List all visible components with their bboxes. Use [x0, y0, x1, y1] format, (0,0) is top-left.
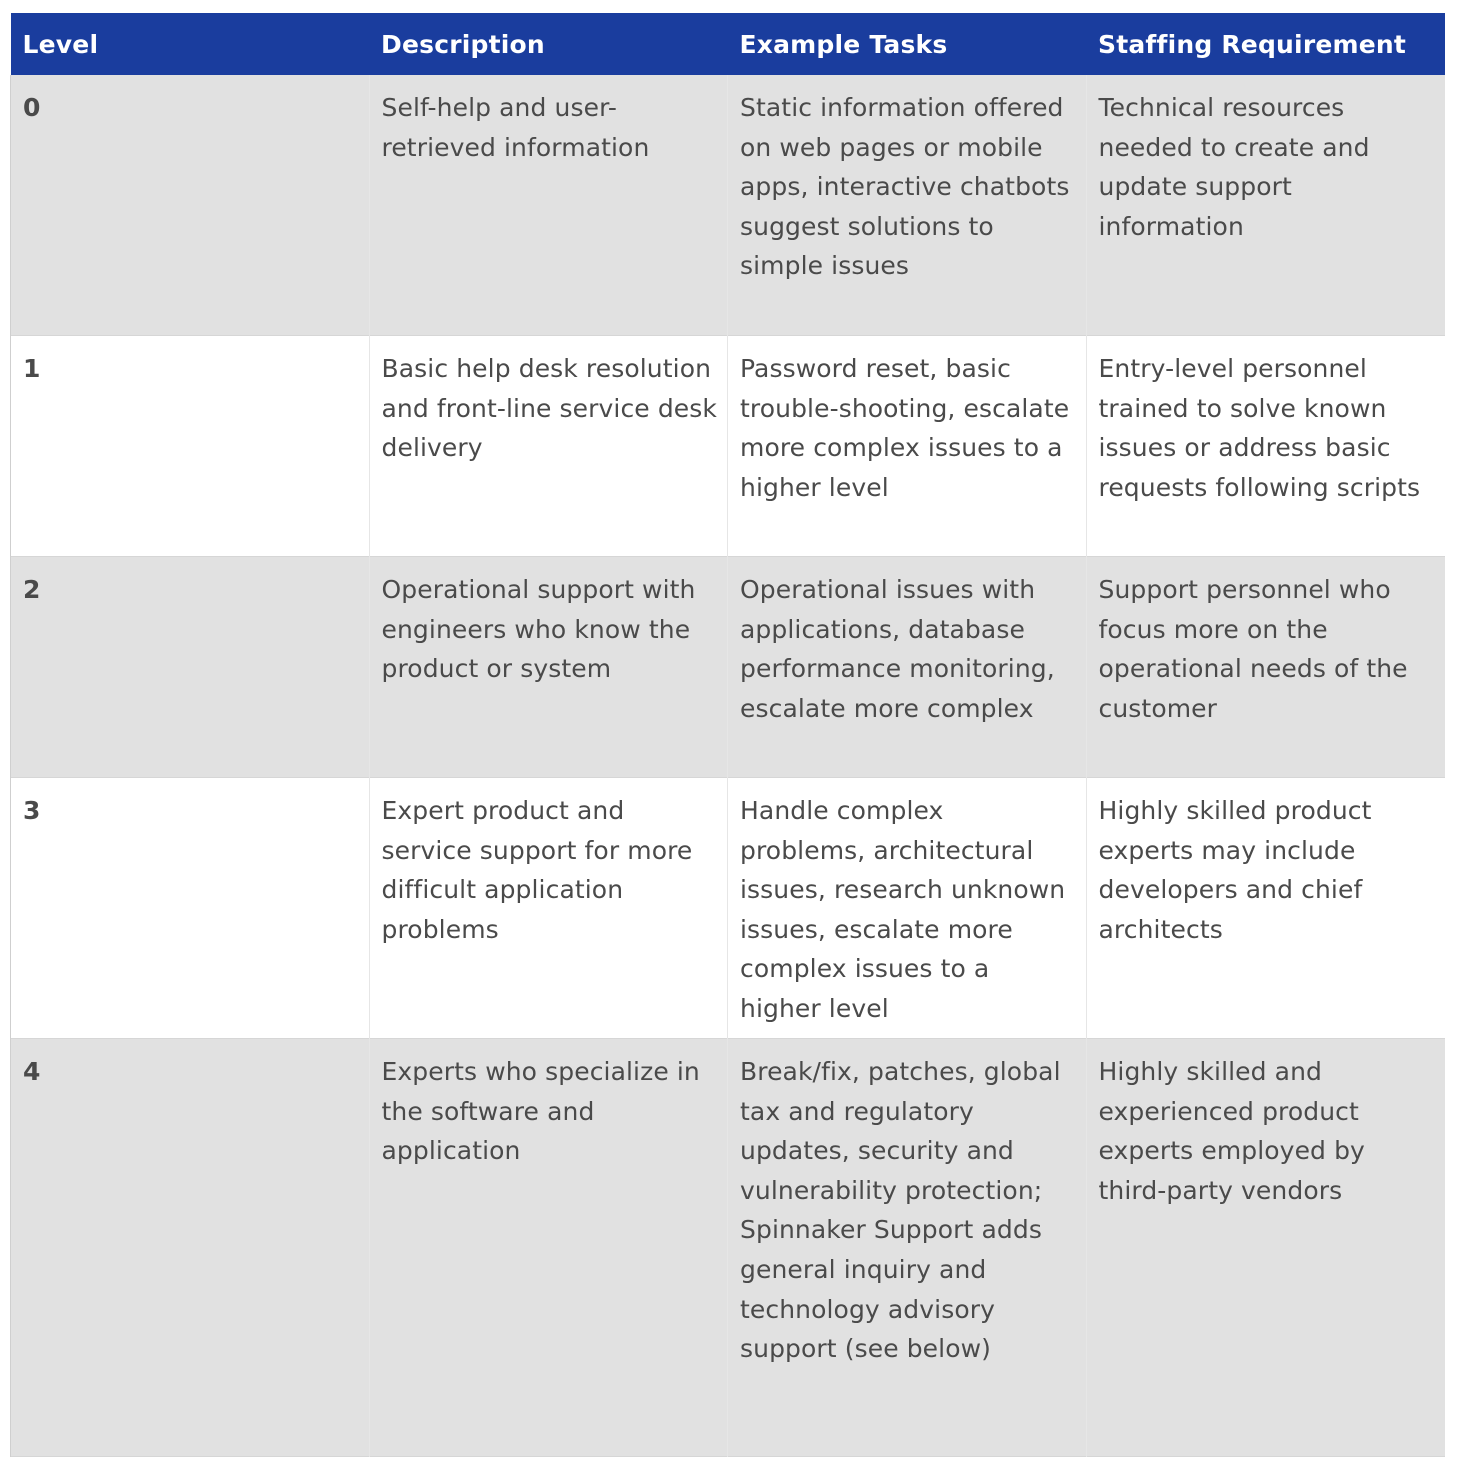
example-tasks-cell: Handle complex problems, architectural issues, research unknown issues, escalate more complex issues to a higher level [728, 778, 1087, 1039]
table-row [11, 75, 1445, 336]
table-row [11, 557, 1445, 778]
description-cell: Expert product and service support for more difficult application problems [369, 778, 728, 1039]
support-levels-table-container [10, 13, 1444, 1457]
staffing-requirement-cell: Support personnel who focus more on the operational needs of the customer [1086, 557, 1445, 778]
table-row [11, 336, 1445, 557]
staffing-requirement-cell: Highly skilled product experts may include developers and chief architects [1086, 778, 1445, 1039]
example-tasks-cell: Static information offered on web pages or mobile apps, interactive chatbots suggest solutions to simple issues [728, 75, 1087, 336]
staffing-requirement-cell: Highly skilled and experienced product experts employed by third-party vendors [1086, 1039, 1445, 1457]
header-row [11, 13, 1445, 75]
column-header-example-tasks: Example Tasks [728, 13, 1087, 75]
level-cell: 4 [11, 1039, 370, 1457]
support-levels-table [10, 13, 1445, 1457]
staffing-requirement-cell: Technical resources needed to create and update support information [1086, 75, 1445, 336]
description-cell: Experts who specialize in the software and application [369, 1039, 728, 1457]
column-header-description: Description [369, 13, 728, 75]
description-cell: Operational support with engineers who know the product or system [369, 557, 728, 778]
table-row [11, 1039, 1445, 1457]
column-header-staffing-requirement: Staffing Requirement [1086, 13, 1445, 75]
level-cell: 3 [11, 778, 370, 1039]
table-header [11, 13, 1445, 75]
level-cell: 2 [11, 557, 370, 778]
table-row [11, 778, 1445, 1039]
column-header-level: Level [11, 13, 370, 75]
table-body [11, 75, 1445, 1457]
example-tasks-cell: Break/fix, patches, global tax and regulatory updates, security and vulnerability protection; Spinnaker Support adds general inquiry and technology advisory support (see below) [728, 1039, 1087, 1457]
example-tasks-cell: Operational issues with applications, database performance monitoring, escalate more complex [728, 557, 1087, 778]
description-cell: Self-help and user-retrieved information [369, 75, 728, 336]
staffing-requirement-cell: Entry-level personnel trained to solve known issues or address basic requests following scripts [1086, 336, 1445, 557]
level-cell: 1 [11, 336, 370, 557]
level-cell: 0 [11, 75, 370, 336]
example-tasks-cell: Password reset, basic trouble-shooting, escalate more complex issues to a higher level [728, 336, 1087, 557]
description-cell: Basic help desk resolution and front-line service desk delivery [369, 336, 728, 557]
